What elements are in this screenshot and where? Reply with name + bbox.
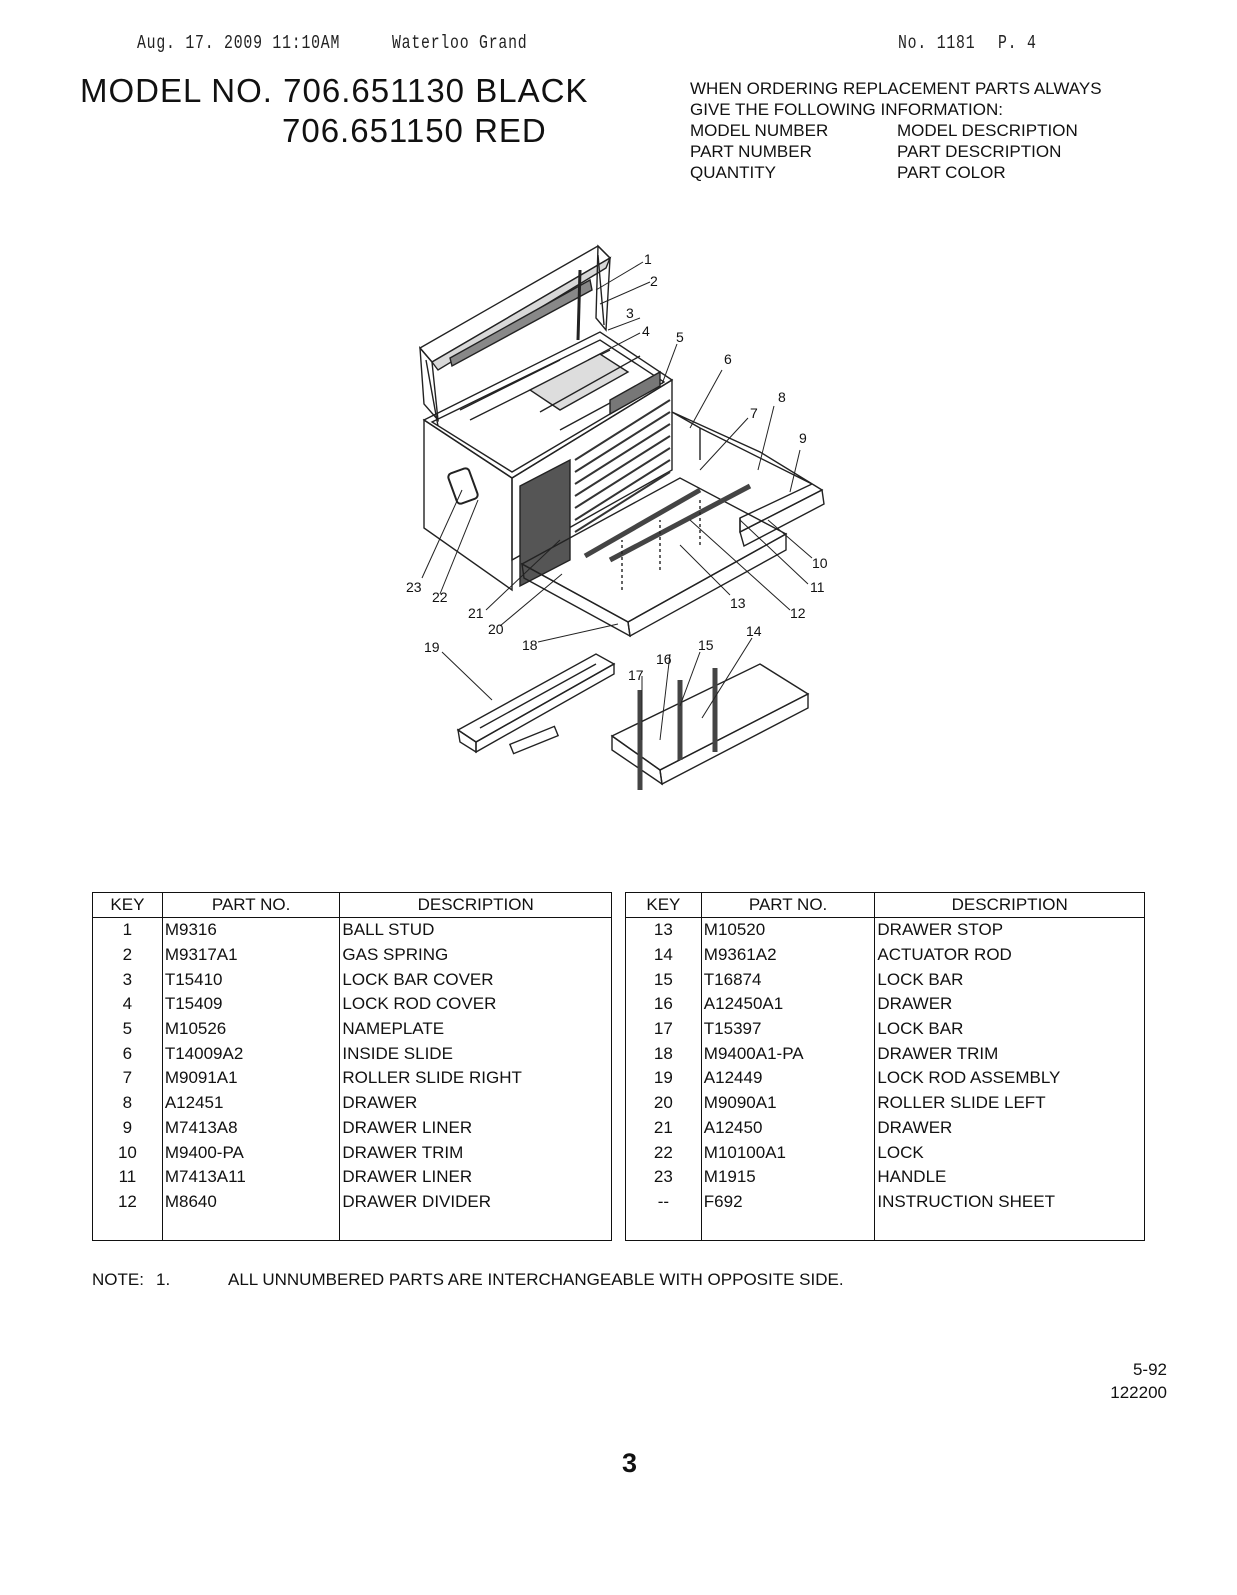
form-number: 122200 <box>1110 1383 1167 1402</box>
description-cell: HANDLE <box>875 1165 1145 1190</box>
model-title-red: 706.651150 RED <box>282 112 547 149</box>
table-row <box>626 1140 1145 1165</box>
part-number-cell: M9400-PA <box>162 1140 340 1165</box>
part-number-cell: A12451 <box>162 1091 340 1116</box>
part-number-cell: M9091A1 <box>162 1066 340 1091</box>
part-number-cell: A12449 <box>701 1066 875 1091</box>
table-row <box>626 967 1145 992</box>
part-number-cell: M1915 <box>701 1165 875 1190</box>
key-cell: 21 <box>626 1116 702 1141</box>
description-cell: DRAWER LINER <box>340 1165 612 1190</box>
table-row <box>93 943 612 968</box>
callout-10: 10 <box>812 555 828 571</box>
part-number-cell: A12450 <box>701 1116 875 1141</box>
description-cell: DRAWER <box>340 1091 612 1116</box>
revision-date: 5-92 <box>1132 1360 1167 1379</box>
table-row <box>93 918 612 943</box>
table-row <box>626 1116 1145 1141</box>
callout-9: 9 <box>799 430 807 446</box>
ordering-item: MODEL NUMBER <box>690 121 829 140</box>
key-cell: 11 <box>93 1165 163 1190</box>
key-cell: 23 <box>626 1165 702 1190</box>
key-cell: 6 <box>93 1041 163 1066</box>
description-cell: LOCK ROD ASSEMBLY <box>875 1066 1145 1091</box>
description-cell: INSTRUCTION SHEET <box>875 1190 1145 1215</box>
ordering-item: PART DESCRIPTION <box>897 142 1062 161</box>
part-number-cell: T14009A2 <box>162 1041 340 1066</box>
key-cell: 22 <box>626 1140 702 1165</box>
column-header-description: DESCRIPTION <box>340 893 612 918</box>
document-code <box>1110 1358 1167 1404</box>
callout-15: 15 <box>698 637 714 653</box>
ordering-item: PART COLOR <box>897 163 1006 182</box>
description-cell: ROLLER SLIDE LEFT <box>875 1091 1145 1116</box>
description-cell: LOCK BAR <box>875 967 1145 992</box>
callout-2: 2 <box>650 273 658 289</box>
callout-20: 20 <box>488 621 504 637</box>
description-cell: LOCK <box>875 1140 1145 1165</box>
key-cell: 13 <box>626 918 702 943</box>
description-cell: GAS SPRING <box>340 943 612 968</box>
table-row <box>626 1066 1145 1091</box>
description-cell: LOCK BAR <box>875 1017 1145 1042</box>
callout-numbers <box>406 251 828 683</box>
key-cell: 19 <box>626 1066 702 1091</box>
lock-rod-assembly <box>458 654 614 754</box>
table-row <box>93 992 612 1017</box>
empty-cell <box>93 1214 163 1241</box>
key-cell: 20 <box>626 1091 702 1116</box>
part-number-cell: T15409 <box>162 992 340 1017</box>
fax-page: P. 4 <box>998 32 1037 54</box>
note-label: NOTE: <box>92 1270 144 1289</box>
part-number-cell: A12450A1 <box>701 992 875 1017</box>
table-row <box>93 1017 612 1042</box>
callout-7: 7 <box>750 405 758 421</box>
description-cell: DRAWER <box>875 992 1145 1017</box>
callout-6: 6 <box>724 351 732 367</box>
column-header-key: KEY <box>626 893 702 918</box>
part-number-cell: T15397 <box>701 1017 875 1042</box>
description-cell: DRAWER TRIM <box>875 1041 1145 1066</box>
ordering-heading-2: GIVE THE FOLLOWING INFORMATION: <box>690 100 1003 119</box>
parts-table-right <box>625 892 1145 1241</box>
part-number-cell: F692 <box>701 1190 875 1215</box>
callout-22: 22 <box>432 589 448 605</box>
description-cell: BALL STUD <box>340 918 612 943</box>
ordering-item: QUANTITY <box>690 163 776 182</box>
table-row <box>626 1190 1145 1215</box>
table-bottom-spacer <box>626 1214 1145 1241</box>
column-header-part-no: PART NO. <box>701 893 875 918</box>
description-cell: DRAWER <box>875 1116 1145 1141</box>
callout-21: 21 <box>468 605 484 621</box>
ordering-heading-1: WHEN ORDERING REPLACEMENT PARTS ALWAYS <box>690 79 1102 98</box>
chest-lid <box>420 246 610 426</box>
column-header-description: DESCRIPTION <box>875 893 1145 918</box>
table-row <box>626 943 1145 968</box>
fax-sender: Waterloo Grand <box>392 32 528 54</box>
key-cell: 10 <box>93 1140 163 1165</box>
description-cell: INSIDE SLIDE <box>340 1041 612 1066</box>
part-number-cell: T16874 <box>701 967 875 992</box>
key-cell: 5 <box>93 1017 163 1042</box>
callout-13: 13 <box>730 595 746 611</box>
part-number-cell: M9361A2 <box>701 943 875 968</box>
table-row <box>93 1091 612 1116</box>
table-row <box>626 992 1145 1017</box>
key-cell: 15 <box>626 967 702 992</box>
callout-18: 18 <box>522 637 538 653</box>
key-cell: 12 <box>93 1190 163 1215</box>
callout-14: 14 <box>746 623 762 639</box>
part-number-cell: M10520 <box>701 918 875 943</box>
part-number-cell: T15410 <box>162 967 340 992</box>
description-cell: LOCK ROD COVER <box>340 992 612 1017</box>
key-cell: 4 <box>93 992 163 1017</box>
empty-cell <box>626 1214 702 1241</box>
key-cell: 2 <box>93 943 163 968</box>
fax-date: Aug. 17. 2009 11:10AM <box>137 32 341 54</box>
column-header-key: KEY <box>93 893 163 918</box>
table-bottom-spacer <box>93 1214 612 1241</box>
table-row <box>626 1091 1145 1116</box>
key-cell: 8 <box>93 1091 163 1116</box>
callout-12: 12 <box>790 605 806 621</box>
fax-number: No. 1181 <box>898 32 976 54</box>
part-number-cell: M9317A1 <box>162 943 340 968</box>
part-number-cell: M9090A1 <box>701 1091 875 1116</box>
table-row <box>626 1017 1145 1042</box>
key-cell: 16 <box>626 992 702 1017</box>
key-cell: 9 <box>93 1116 163 1141</box>
part-number-cell: M10100A1 <box>701 1140 875 1165</box>
description-cell: ROLLER SLIDE RIGHT <box>340 1066 612 1091</box>
description-cell: DRAWER LINER <box>340 1116 612 1141</box>
callout-5: 5 <box>676 329 684 345</box>
description-cell: ACTUATOR ROD <box>875 943 1145 968</box>
key-cell: 1 <box>93 918 163 943</box>
table-row <box>626 1041 1145 1066</box>
part-number-cell: M7413A11 <box>162 1165 340 1190</box>
callout-11: 11 <box>810 579 825 595</box>
description-cell: DRAWER DIVIDER <box>340 1190 612 1215</box>
callout-23: 23 <box>406 579 422 595</box>
description-cell: DRAWER TRIM <box>340 1140 612 1165</box>
model-title-black: MODEL NO. 706.651130 BLACK <box>80 72 589 109</box>
empty-cell <box>701 1214 875 1241</box>
ordering-item: MODEL DESCRIPTION <box>897 121 1078 140</box>
callout-4: 4 <box>642 323 650 339</box>
empty-cell <box>162 1214 340 1241</box>
callout-1: 1 <box>644 251 652 267</box>
table-row <box>93 1165 612 1190</box>
table-row <box>93 1140 612 1165</box>
note-text: ALL UNNUMBERED PARTS ARE INTERCHANGEABLE WITH OPPOSITE SIDE. <box>228 1270 844 1289</box>
table-row <box>93 967 612 992</box>
part-number-cell: M10526 <box>162 1017 340 1042</box>
page-number: 3 <box>622 1448 638 1478</box>
part-number-cell: M7413A8 <box>162 1116 340 1141</box>
key-cell: 17 <box>626 1017 702 1042</box>
parts-table-left <box>92 892 612 1241</box>
empty-cell <box>875 1214 1145 1241</box>
ordering-item: PART NUMBER <box>690 142 812 161</box>
description-cell: NAMEPLATE <box>340 1017 612 1042</box>
callout-16: 16 <box>656 651 672 667</box>
key-cell: 3 <box>93 967 163 992</box>
table-row <box>93 1190 612 1215</box>
table-row <box>626 918 1145 943</box>
callout-8: 8 <box>778 389 786 405</box>
table-row <box>93 1066 612 1091</box>
key-cell: 14 <box>626 943 702 968</box>
callout-19: 19 <box>424 639 440 655</box>
part-number-cell: M8640 <box>162 1190 340 1215</box>
description-cell: LOCK BAR COVER <box>340 967 612 992</box>
callout-17: 17 <box>628 667 644 683</box>
empty-cell <box>340 1214 612 1241</box>
key-cell: -- <box>626 1190 702 1215</box>
table-row <box>626 1165 1145 1190</box>
key-cell: 7 <box>93 1066 163 1091</box>
table-row <box>93 1041 612 1066</box>
part-number-cell: M9400A1-PA <box>701 1041 875 1066</box>
callout-3: 3 <box>626 305 634 321</box>
column-header-part-no: PART NO. <box>162 893 340 918</box>
description-cell: DRAWER STOP <box>875 918 1145 943</box>
note <box>92 1270 844 1290</box>
table-row <box>93 1116 612 1141</box>
key-cell: 18 <box>626 1041 702 1066</box>
part-number-cell: M9316 <box>162 918 340 943</box>
note-number: 1. <box>156 1270 171 1289</box>
